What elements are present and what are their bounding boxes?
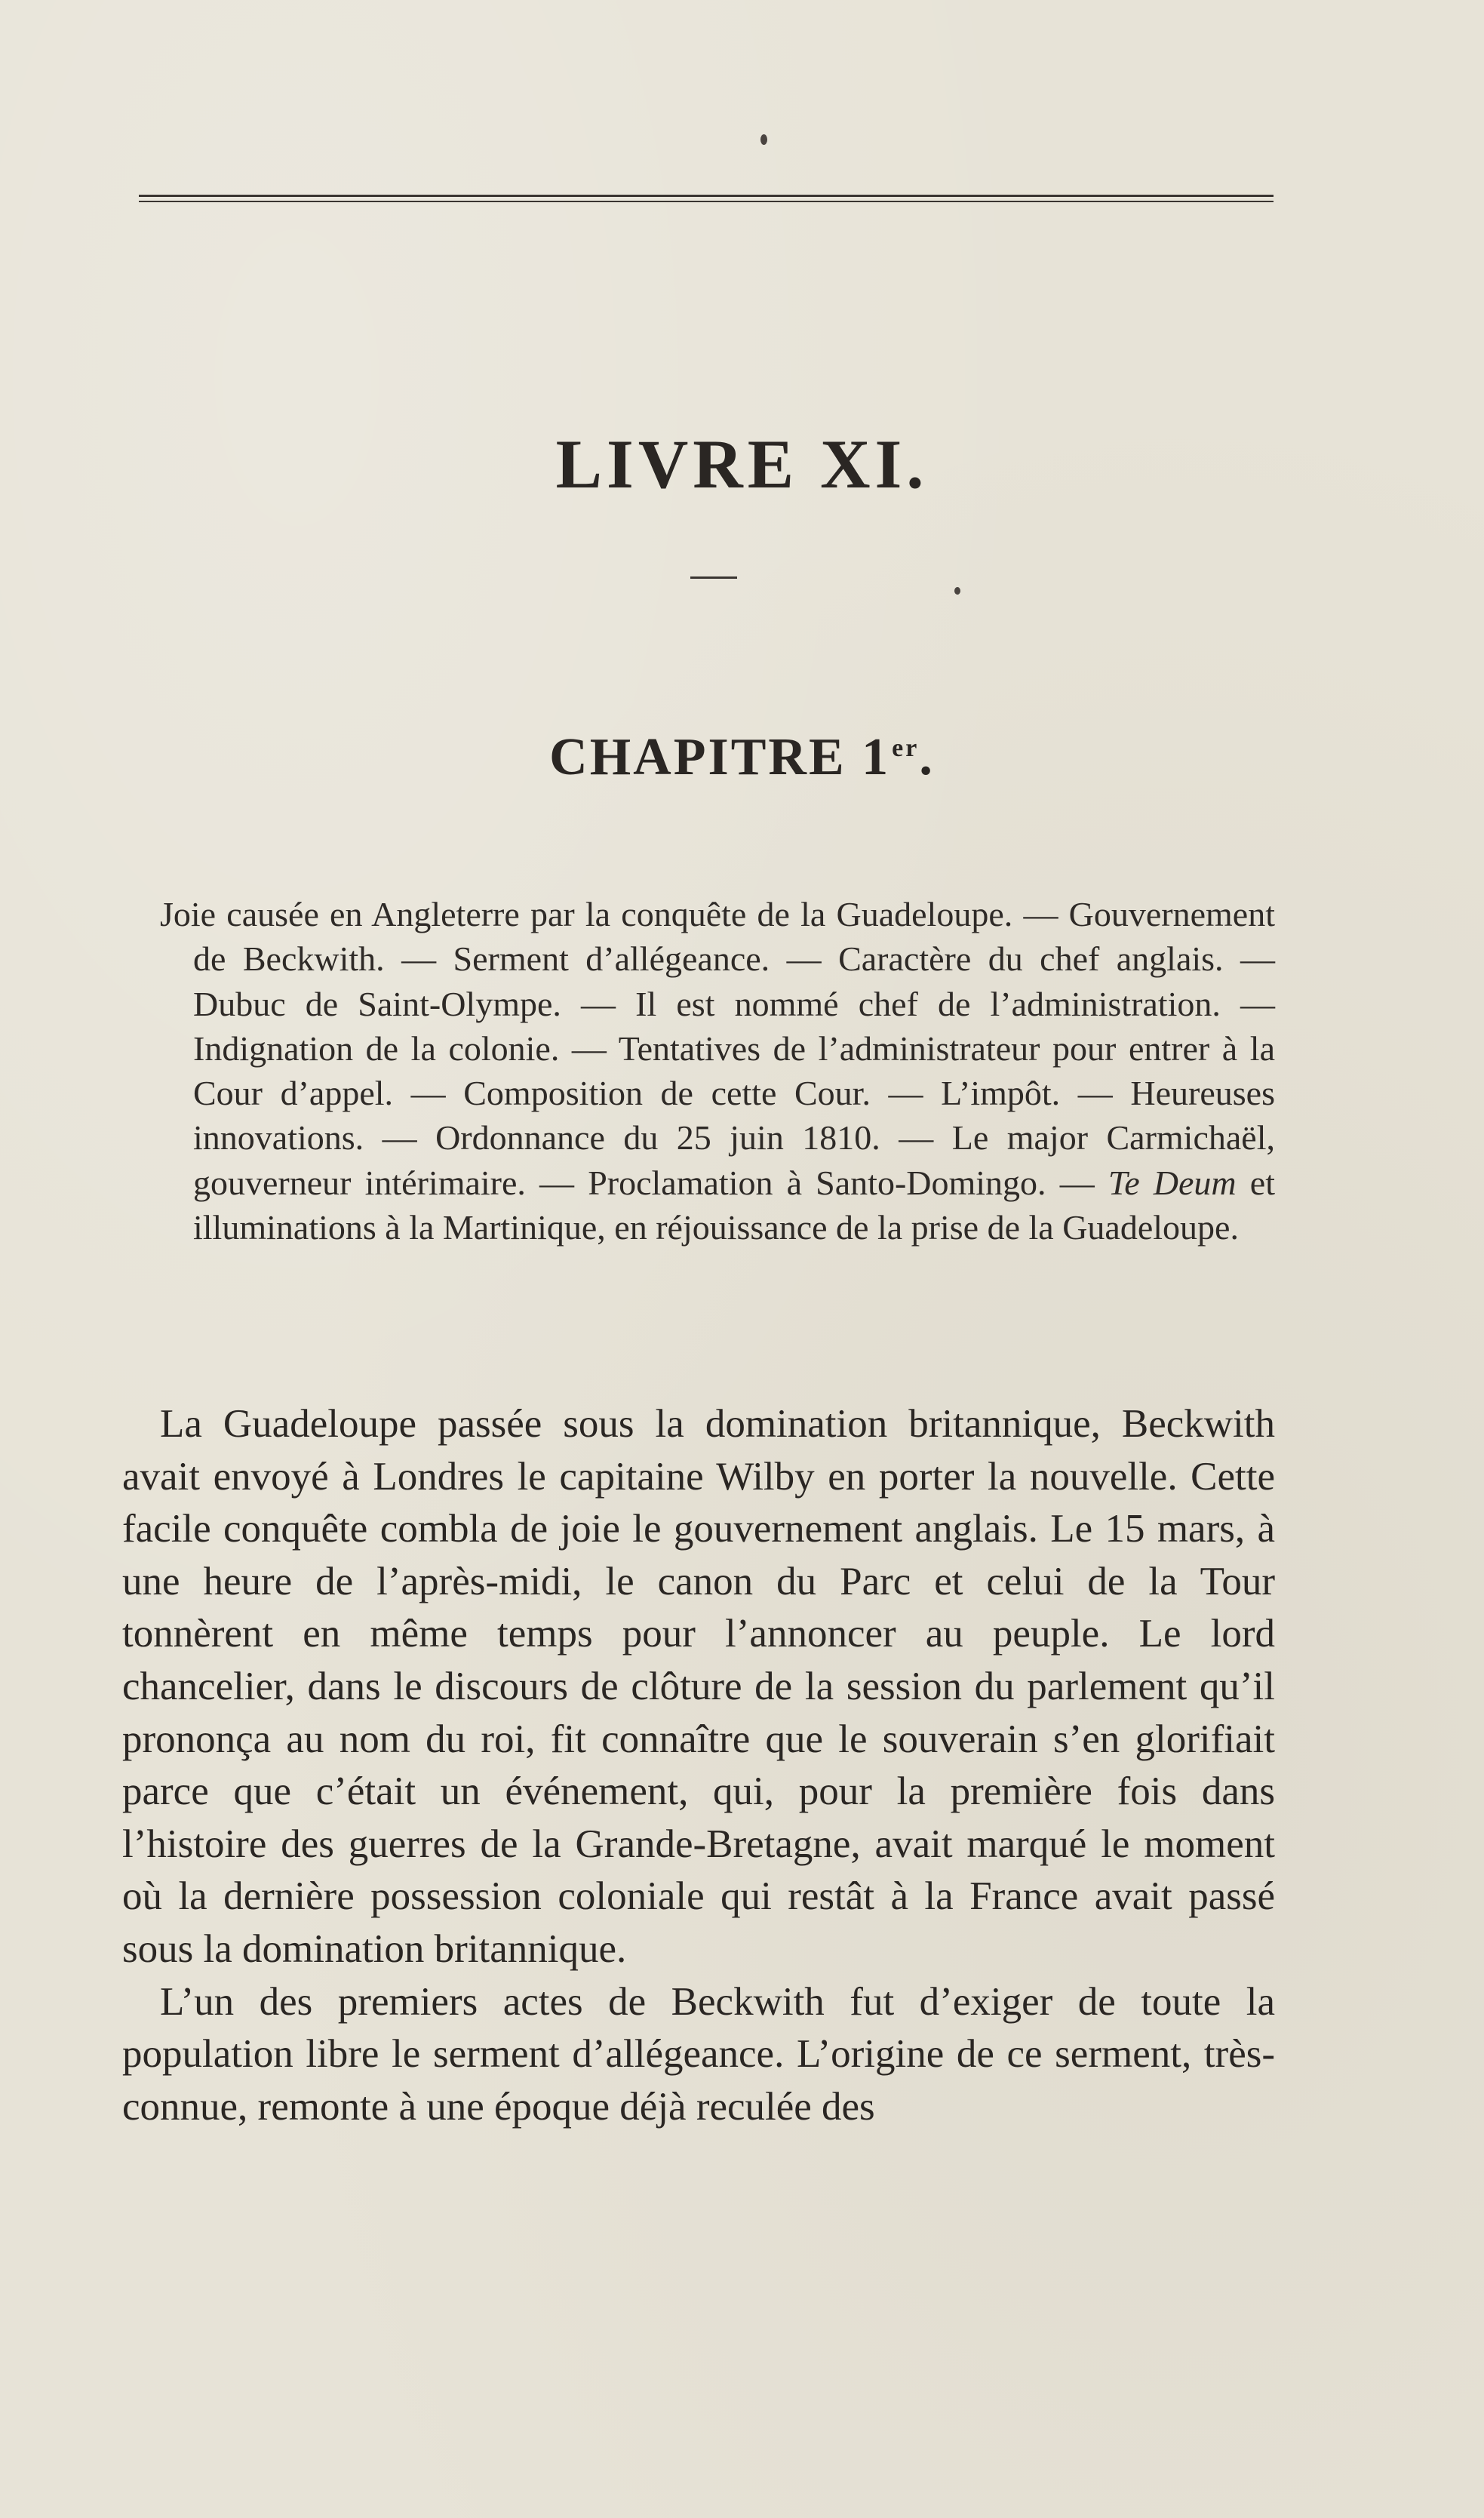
body-paragraph: L’un des premiers actes de Beckwith fut d’exiger de toute la population libre le serment d’allégeance. L’origine de ce serment, très-connue, remonte à une époque déjà reculée des	[122, 1979, 1275, 2129]
chapter-period: .	[919, 728, 935, 786]
ink-speck	[760, 134, 767, 145]
summary-italic: Te Deum	[1108, 1163, 1237, 1202]
chapter-heading	[0, 727, 1484, 788]
summary-text: et illuminations à la Martinique, en réjouissance de la prise de la Guadeloupe.	[193, 1163, 1275, 1247]
rule-line	[139, 195, 1274, 197]
rule-line	[139, 201, 1274, 202]
separator-rule	[690, 576, 737, 579]
ink-speck	[954, 587, 960, 595]
body-text	[122, 1398, 1275, 2133]
chapter-label: CHAPITRE 1	[549, 728, 891, 786]
double-rule	[139, 195, 1274, 202]
summary-text: Joie causée en Angleterre par la conquête de la Guadeloupe. — Gouvernement de Beckwith. — Serment d’allégeance. — Caractère du chef anglais. — Dubuc de Saint-Olympe. — Il est nommé chef de l’administration. — Indignation de la colonie. — Tentatives de l’administrateur pour entrer à la Cour d’appel. — Composition de cette Cour. — L’impôt. — Heureuses innovations. — Ordonnance du 25 juin 1810. — Le major Carmichaël, gouverneur intérimaire. — Proclamation à Santo-Domingo. —	[160, 895, 1275, 1202]
book-heading: LIVRE XI.	[555, 426, 929, 503]
body-paragraph: La Guadeloupe passée sous la domination britannique, Beckwith avait envoyé à Londres le capitaine Wilby en porter la nouvelle. Cette facile conquête combla de joie le gouvernement anglais. Le 15 mars, à une heure de l’après-midi, le canon du Parc et celui de la Tour tonnèrent en même temps pour l’annoncer au peuple. Le lord chancelier, dans le discours de clôture de la session du parlement qu’il prononça au nom du roi, fit connaître que le souverain s’en glorifiait parce que c’était un événement, qui, pour la première fois dans l’histoire des guerres de la Grande-Bretagne, avait marqué le moment où la dernière possession coloniale qui restât à la France avait passé sous la domination britannique.	[122, 1402, 1275, 1971]
chapter-summary	[160, 892, 1275, 1250]
chapter-ordinal: er	[892, 733, 920, 762]
summary-paragraph	[160, 892, 1275, 1250]
